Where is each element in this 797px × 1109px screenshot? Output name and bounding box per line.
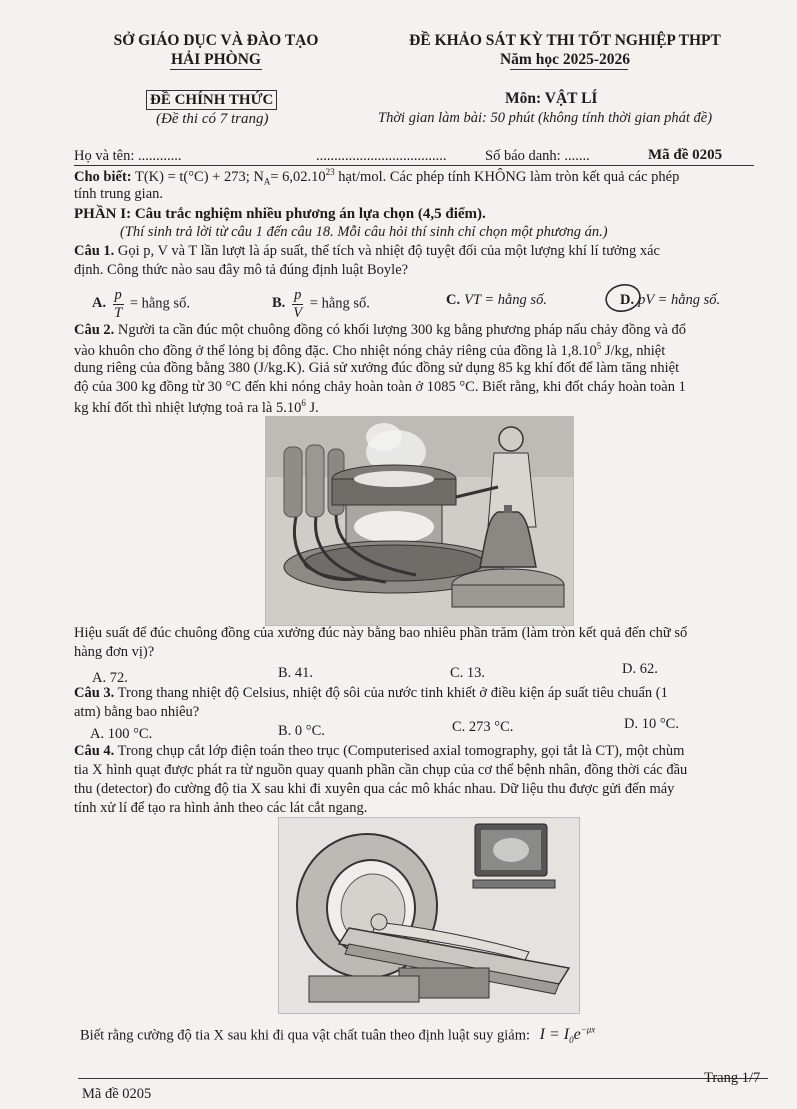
department-underline <box>170 69 262 70</box>
q4-law-text: Biết rằng cường độ tia X sau khi đi qua vật chất tuân theo định luật suy giảm: <box>80 1027 531 1044</box>
q4-line4: tính xử lí để tạo ra hình ảnh theo các lát cắt ngang. <box>74 800 368 816</box>
q1-option-c-text: VT = hằng số. <box>464 292 547 308</box>
q2-line5 <box>74 398 757 418</box>
q4-label: Câu 4. <box>74 743 115 759</box>
q2-ask-line2: hàng đơn vị)? <box>74 644 155 660</box>
q1-option-b[interactable] <box>272 288 370 320</box>
q1-option-a-fraction: $\frac{p}{T}$ <box>114 287 123 321</box>
q2-label: Câu 2. <box>74 322 115 338</box>
time-note: Thời gian làm bài: 50 phút (không tính thời gian phát đề) <box>378 110 713 126</box>
ct-scanner-drawing <box>279 818 579 1013</box>
department-line1: SỞ GIÁO DỤC VÀ ĐÀO TẠO <box>113 32 319 49</box>
official-label: ĐỀ CHÍNH THỨC <box>146 90 277 110</box>
q1-option-c-letter: C. <box>446 292 461 308</box>
student-line-rule <box>74 165 754 166</box>
q1-option-b-fraction: $\frac{p}{V}$ <box>293 287 303 321</box>
q3-option-c[interactable]: C. 273 °C. <box>452 719 514 735</box>
footer-page-number: Trang 1/7 <box>704 1070 761 1086</box>
attenuation-formula: $I = I_0e^{-\mu x}$ <box>539 1025 596 1046</box>
exam-title: ĐỀ KHẢO SÁT KỲ THI TỐT NGHIỆP THPT <box>409 32 721 49</box>
q2-line1 <box>74 322 757 340</box>
part1-instruction: (Thí sinh trả lời từ câu 1 đến câu 18. Mỗi câu hỏi thí sinh chỉ chọn một phương án.) <box>120 224 608 240</box>
q2-line2-exp: 5 <box>596 341 602 351</box>
ct-scanner-illustration <box>278 817 580 1014</box>
name-label: Họ và tên: ............ <box>74 148 182 164</box>
q2-option-c[interactable]: C. 13. <box>450 665 486 681</box>
q3-line1 <box>74 685 757 703</box>
q2-line4: độ của 300 kg đồng từ 30 °C đến khi nóng chảy hoàn toàn ở 1085 °C. Biết rằng, khi đốt cháy hoàn toàn 1 <box>74 379 686 395</box>
q2-line2b: J/kg, nhiệt <box>601 342 666 359</box>
q2-line2 <box>74 341 757 361</box>
q1-line1 <box>74 243 757 261</box>
q1-option-c[interactable] <box>446 292 547 310</box>
year-underline <box>510 69 628 70</box>
q2-line5b: J. <box>305 399 319 416</box>
given-na-value: = 6,02.10 <box>270 168 326 185</box>
q1-option-d-letter: D. <box>620 292 635 308</box>
q2-line3: dung riêng của đồng bằng 380 (J/kg.K). Giả sử xưởng đúc đồng sử dụng 85 kg khí đốt để làm tăng nhiệt <box>74 360 680 376</box>
exam-code-top: Mã đề 0205 <box>648 147 723 163</box>
q1-option-a-letter: A. <box>92 295 107 312</box>
q4-line3: thu (detector) đo cường độ tia X sau khi đi xuyên qua các mô khác nhau. Dữ liệu thu được gửi đến máy <box>74 781 675 797</box>
q1-option-a-text: = hằng số. <box>129 295 190 312</box>
department-line2: HẢI PHÒNG <box>171 51 261 68</box>
q1-label: Câu 1. <box>74 243 115 259</box>
q2-ask-line1: Hiệu suất để đúc chuông đồng của xưởng đúc này bằng bao nhiêu phần trăm (làm tròn kết quả đến chữ số <box>74 625 688 641</box>
q1-line2: định. Công thức nào sau đây mô tả đúng định luật Boyle? <box>74 262 409 278</box>
q1-text1: Gọi p, V và T lần lượt là áp suất, thể tích và nhiệt độ tuyệt đối của một lượng khí lí tưởng xác <box>117 243 660 259</box>
bell-casting-drawing <box>266 417 573 625</box>
q3-option-a[interactable]: A. 100 °C. <box>90 726 153 742</box>
footer-rule <box>78 1078 768 1079</box>
q2-line5a: kg khí đốt thì nhiệt lượng toả ra là 5.10 <box>74 399 302 416</box>
given-rest: hạt/mol. Các phép tính KHÔNG làm tròn kết quả các phép <box>334 168 680 185</box>
given-na-sub: A <box>263 176 271 187</box>
q1-option-b-letter: B. <box>272 295 286 312</box>
bell-casting-illustration <box>265 416 574 626</box>
q4-line2: tia X hình quạt được phát ra từ nguồn quay quanh phần cần chụp của cơ thể bệnh nhân, đồng thời các đầu <box>74 762 688 778</box>
given-line2: tính trung gian. <box>74 186 164 202</box>
q1-option-d-text: pV = hằng số. <box>638 292 721 308</box>
subject: Môn: VẬT LÍ <box>505 90 598 107</box>
q3-label: Câu 3. <box>74 685 115 701</box>
q2-option-d[interactable]: D. 62. <box>622 661 658 677</box>
q3-text1: Trong thang nhiệt độ Celsius, nhiệt độ sôi của nước tinh khiết ở điều kiện áp suất tiêu chuẩn (1 <box>117 685 668 701</box>
q1-option-b-text: = hằng số. <box>309 295 370 312</box>
q3-option-b[interactable]: B. 0 °C. <box>278 723 325 739</box>
q4-text1: Trong chụp cắt lớp điện toán theo trục (Computerised axial tomography, gọi tắt là CT), một chùm <box>117 743 685 759</box>
student-id-label: Số báo danh: ....... <box>485 148 590 164</box>
q4-line1 <box>74 743 757 761</box>
q2-text1: Người ta cần đúc một chuông đồng có khối lượng 300 kg bằng phương pháp nấu chảy đồng và đổ <box>117 322 686 338</box>
footer-exam-code: Mã đề 0205 <box>82 1086 152 1102</box>
q3-option-d[interactable]: D. 10 °C. <box>624 716 679 732</box>
q3-line2: atm) bằng bao nhiêu? <box>74 704 200 720</box>
school-year: Năm học 2025-2026 <box>499 51 631 68</box>
pages-note: (Đề thi có 7 trang) <box>156 111 269 127</box>
q2-option-a[interactable]: A. 72. <box>92 670 128 686</box>
q4-law-line <box>80 1025 595 1046</box>
given-line <box>74 167 757 188</box>
handwritten-circle-mark <box>602 280 646 316</box>
part1-title: PHẦN I: Câu trắc nghiệm nhiều phương án lựa chọn (4,5 điểm). <box>74 206 486 222</box>
q1-option-a[interactable] <box>92 288 190 320</box>
q2-line2a: vào khuôn cho đồng ở thể lỏng bị đông đặc. Cho nhiệt nóng chảy riêng của đồng là 1,8.10 <box>74 342 597 359</box>
name-dots: .................................... <box>316 148 447 164</box>
q2-option-b[interactable]: B. 41. <box>278 665 314 681</box>
given-na-exp: 23 <box>325 167 335 177</box>
given-label: Cho biết: <box>74 168 132 185</box>
q2-line5-exp: 6 <box>301 398 306 408</box>
given-temp-formula: T(K) = t(°C) + 273; N <box>134 168 264 185</box>
